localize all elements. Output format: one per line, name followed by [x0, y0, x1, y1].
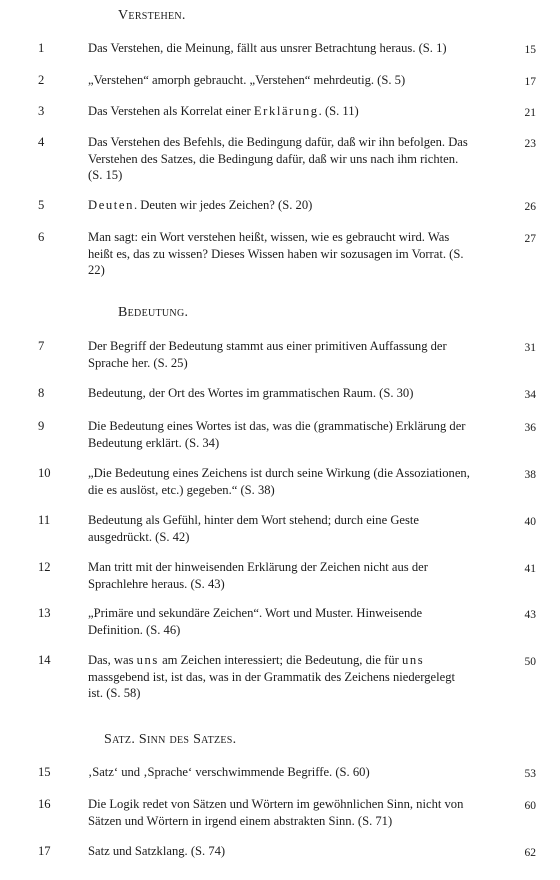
entry-text: Satz und Satzklang. (S. 74): [88, 844, 226, 858]
section-heading-satz: Satz. Sinn des Satzes.: [104, 732, 237, 747]
entry-page: 23: [524, 138, 536, 150]
entry-number: 7: [38, 339, 45, 353]
entry-number: 15: [38, 765, 51, 779]
entry-page: 31: [524, 342, 536, 354]
entry-text: Die Logik redet von Sätzen und Wörtern im gewöhnlichen Sinn, nicht von Sätzen und Wörtern in irgend einem abstrakten Sinn. (S. 71): [88, 797, 464, 828]
entry-page: 62: [524, 847, 536, 859]
entry-text: Das Verstehen des Befehls, die Bedingung dafür, daß wir ihn befolgen. Das Verstehen des Satzes, die Bedingung dafür, daß wir uns nach ihm richten. (S. 15): [88, 135, 468, 182]
entry-number: 1: [38, 41, 45, 55]
entry-number: 3: [38, 104, 45, 118]
entry-number: 12: [38, 560, 51, 574]
entry-text: Bedeutung als Gefühl, hinter dem Wort stehend; durch eine Geste ausgedrückt. (S. 42): [88, 513, 419, 544]
entry-number: 11: [38, 513, 51, 527]
entry-text: Das Verstehen, die Meinung, fällt aus unsrer Betrachtung heraus. (S. 1): [88, 41, 447, 55]
entry-number: 10: [38, 466, 51, 480]
entry-page: 43: [524, 609, 536, 621]
entry-number: 9: [38, 419, 45, 433]
entry-page: 53: [524, 768, 536, 780]
entry-text: Bedeutung, der Ort des Wortes im grammatischen Raum. (S. 30): [88, 386, 414, 400]
entry-text: Das Verstehen als Korrelat einer Erklärung. (S. 11): [88, 104, 359, 118]
entry-number: 4: [38, 135, 45, 149]
entry-text: „Primäre und sekundäre Zeichen“. Wort und Muster. Hinweisende Definition. (S. 46): [88, 606, 423, 637]
entry-page: 15: [524, 44, 536, 56]
entry-text: Der Begriff der Bedeutung stammt aus einer primitiven Auffassung der Sprache her. (S. 25): [88, 339, 447, 370]
entry-number: 16: [38, 797, 51, 811]
entry-number: 6: [38, 230, 45, 244]
entry-page: 36: [524, 422, 536, 434]
entry-page: 21: [524, 107, 536, 119]
entry-number: 14: [38, 653, 51, 667]
entry-number: 5: [38, 198, 45, 212]
entry-number: 8: [38, 386, 45, 400]
entry-text: Das, was uns am Zeichen interessiert; die Bedeutung, die für uns massgebend ist, ist das, was in der Grammatik des Zeichens niedergelegt ist. (S. 58): [88, 653, 455, 700]
entry-text: „Verstehen“ amorph gebraucht. „Verstehen“ mehrdeutig. (S. 5): [88, 73, 406, 87]
entry-page: 41: [524, 563, 536, 575]
entry-text: Man tritt mit der hinweisenden Erklärung der Zeichen nicht aus der Sprachlehre heraus. (S. 43): [88, 560, 428, 591]
entry-number: 17: [38, 844, 51, 858]
entry-text: Deuten. Deuten wir jedes Zeichen? (S. 20): [88, 198, 313, 212]
section-heading-verstehen: Verstehen.: [118, 8, 186, 23]
entry-page: 34: [524, 389, 536, 401]
entry-text: Die Bedeutung eines Wortes ist das, was die (grammatische) Erklärung der Bedeutung erklärt. (S. 34): [88, 419, 466, 450]
entry-text: ‚Satz‘ und ‚Sprache‘ verschwimmende Begriffe. (S. 60): [88, 765, 370, 779]
entry-page: 50: [524, 656, 536, 668]
entry-page: 40: [524, 516, 536, 528]
entry-page: 17: [524, 76, 536, 88]
entry-text: „Die Bedeutung eines Zeichens ist durch seine Wirkung (die Assoziationen, die es auslöst, etc.) gegeben.“ (S. 38): [88, 466, 470, 497]
entry-page: 38: [524, 469, 536, 481]
entry-number: 13: [38, 606, 51, 620]
entry-page: 60: [524, 800, 536, 812]
entry-page: 27: [524, 233, 536, 245]
entry-page: 26: [524, 201, 536, 213]
section-heading-bedeutung: Bedeutung.: [118, 305, 189, 320]
entry-number: 2: [38, 73, 45, 87]
entry-text: Man sagt: ein Wort verstehen heißt, wissen, wie es gebraucht wird. Was heißt es, das zu wissen? Dieses Wissen haben wir sozusagen im Vorrat. (S. 22): [88, 230, 464, 277]
